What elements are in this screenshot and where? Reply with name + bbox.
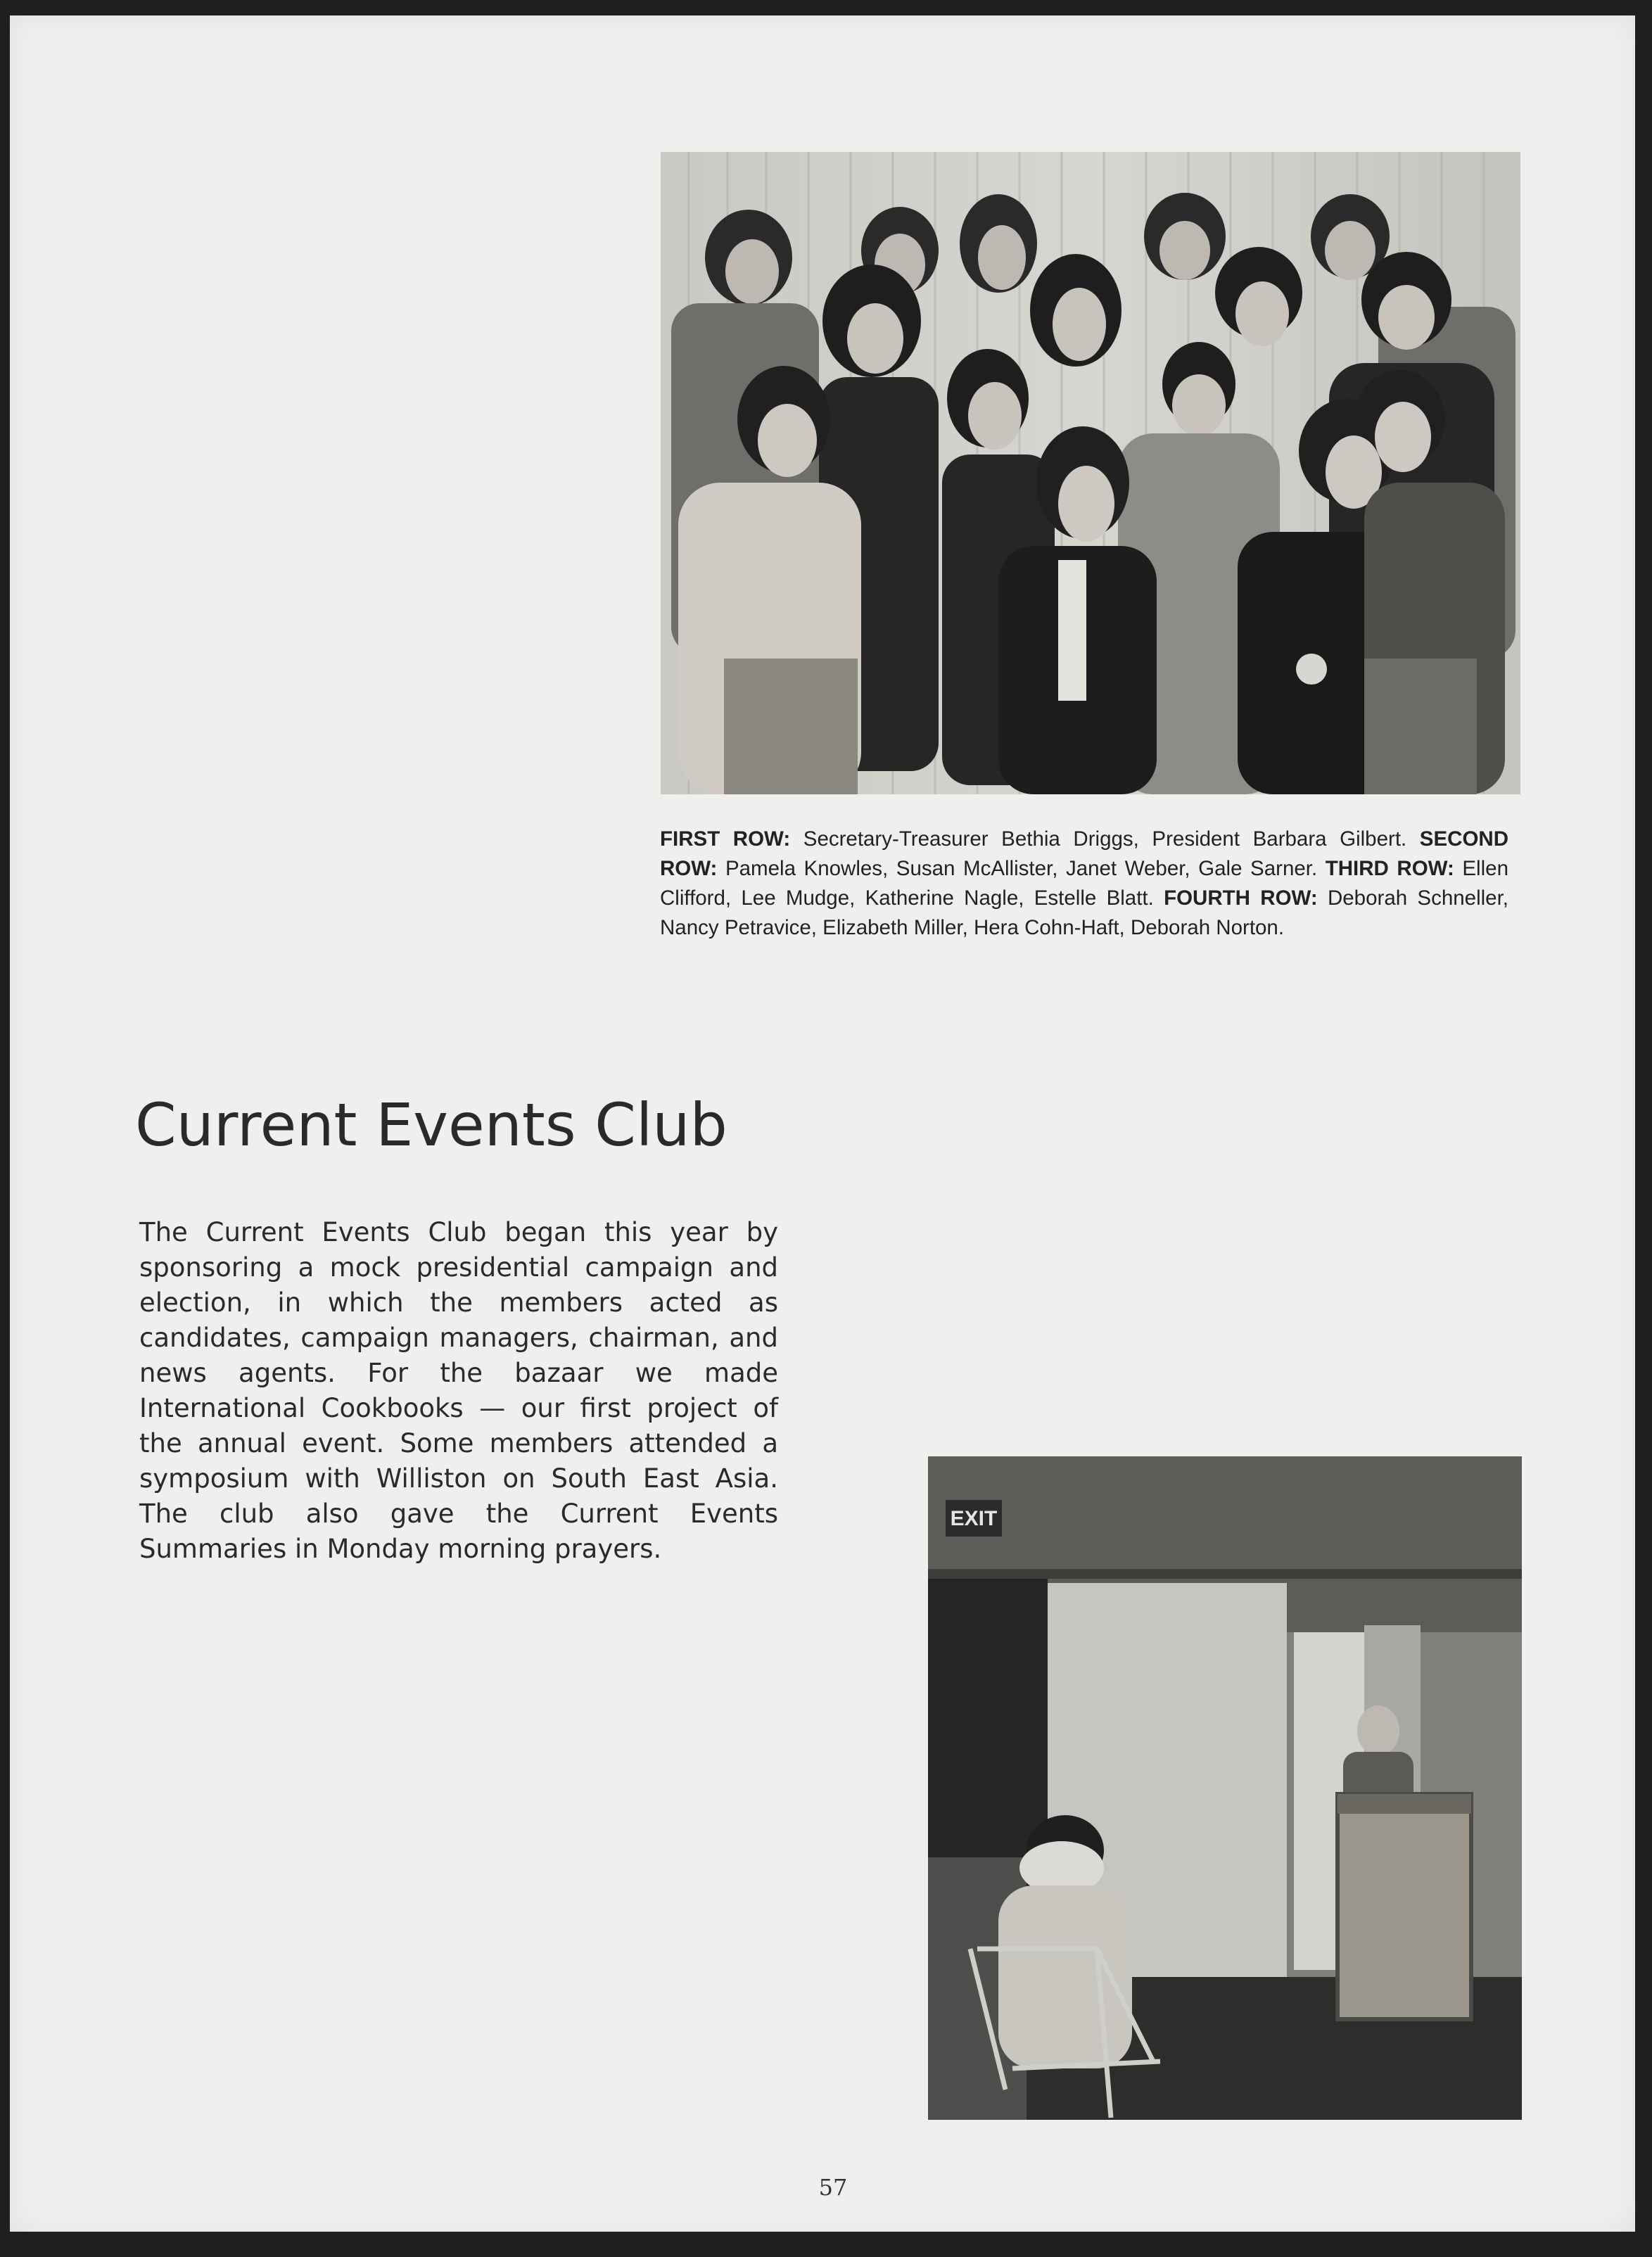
article-body: The Current Events Club began this year by sponsoring a mock presidential campaign and election, in which the members acted as candidates, campaign managers, chairman, and news agents. For the bazaar we made International Cookbooks — our first project of the annual event. Some members attended a symposium with Williston on South East Asia. The club also gave the Current Events Summaries in Monday morning prayers.: [139, 1217, 778, 1564]
caption-second-row-label: SECOND ROW:: [660, 827, 1509, 880]
event-photo: [928, 1456, 1522, 2120]
caption-third-row-names: Ellen Clifford, Lee Mudge, Katherine Nagle, Estelle Blatt.: [660, 857, 1508, 910]
event-photo-image: [928, 1456, 1522, 2120]
page-number: 57: [818, 2174, 848, 2201]
caption-first-row-label: FIRST ROW:: [660, 827, 791, 851]
caption-first-row-names: Secretary-Treasurer Bethia Driggs, President Barbara Gilbert.: [803, 827, 1407, 851]
yearbook-page: [10, 15, 1635, 2232]
group-photo-image: [661, 152, 1520, 794]
caption-second-row-names: Pamela Knowles, Susan McAllister, Janet Weber, Gale Sarner.: [725, 857, 1318, 880]
photo-caption: [660, 825, 1508, 943]
caption-fourth-row-names: Deborah Schneller, Nancy Petravice, Elizabeth Miller, Hera Cohn-Haft, Deborah Norton.: [660, 886, 1508, 939]
caption-third-row-label: THIRD ROW:: [1325, 857, 1454, 880]
caption-fourth-row-label: FOURTH ROW:: [1164, 886, 1318, 910]
article-title: Current Events Club: [135, 1091, 727, 1159]
exit-sign-text: EXIT: [950, 1507, 998, 1530]
group-photo: [661, 152, 1520, 794]
